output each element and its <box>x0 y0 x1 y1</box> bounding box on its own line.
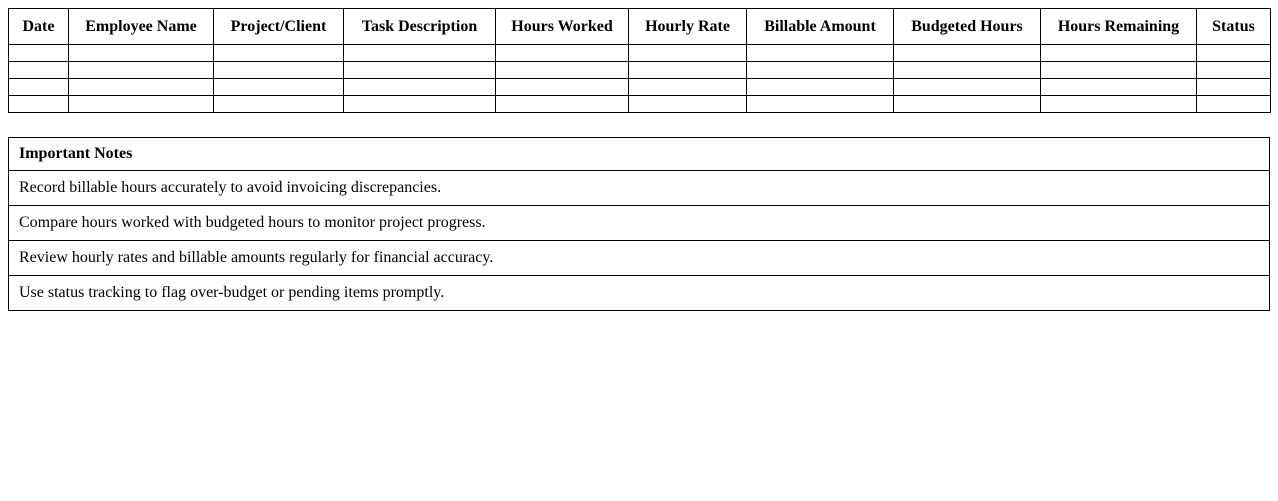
column-header-status: Status <box>1197 9 1271 45</box>
column-header-billable-amount: Billable Amount <box>747 9 894 45</box>
column-header-hours-remaining: Hours Remaining <box>1041 9 1197 45</box>
timesheet-empty-cell <box>344 79 496 96</box>
timesheet-empty-cell <box>747 62 894 79</box>
timesheet-empty-cell <box>344 45 496 62</box>
timesheet-empty-cell <box>69 62 214 79</box>
note-row <box>9 241 1270 276</box>
timesheet-empty-cell <box>1041 45 1197 62</box>
note-row <box>9 206 1270 241</box>
note-text: Record billable hours accurately to avoid invoicing discrepancies. <box>9 171 1270 206</box>
timesheet-empty-cell <box>496 45 629 62</box>
timesheet-empty-cell <box>1041 79 1197 96</box>
timesheet-empty-cell <box>496 96 629 113</box>
timesheet-empty-cell <box>894 79 1041 96</box>
timesheet-empty-cell <box>69 45 214 62</box>
timesheet-empty-cell <box>1197 96 1271 113</box>
note-row <box>9 171 1270 206</box>
timesheet-empty-row <box>9 79 1271 96</box>
timesheet-empty-cell <box>1197 79 1271 96</box>
column-header-project-client: Project/Client <box>214 9 344 45</box>
timesheet-empty-cell <box>344 62 496 79</box>
timesheet-empty-cell <box>629 96 747 113</box>
timesheet-empty-cell <box>214 62 344 79</box>
timesheet-empty-row <box>9 62 1271 79</box>
notes-title-row <box>9 138 1270 171</box>
timesheet-empty-cell <box>1197 45 1271 62</box>
timesheet-empty-cell <box>69 96 214 113</box>
timesheet-empty-cell <box>1041 96 1197 113</box>
note-text: Compare hours worked with budgeted hours to monitor project progress. <box>9 206 1270 241</box>
notes-title: Important Notes <box>9 138 1270 171</box>
timesheet-empty-cell <box>69 79 214 96</box>
timesheet-empty-cell <box>344 96 496 113</box>
timesheet-empty-cell <box>629 45 747 62</box>
column-header-task-description: Task Description <box>344 9 496 45</box>
timesheet-empty-cell <box>747 79 894 96</box>
timesheet-empty-cell <box>496 62 629 79</box>
column-header-hourly-rate: Hourly Rate <box>629 9 747 45</box>
timesheet-empty-cell <box>629 62 747 79</box>
timesheet-body <box>9 45 1271 113</box>
column-header-employee-name: Employee Name <box>69 9 214 45</box>
note-text: Use status tracking to flag over-budget or pending items promptly. <box>9 276 1270 311</box>
timesheet-empty-cell <box>747 96 894 113</box>
timesheet-header-row <box>9 9 1271 45</box>
timesheet-empty-cell <box>747 45 894 62</box>
note-row <box>9 276 1270 311</box>
document-page <box>8 8 1270 311</box>
column-header-date: Date <box>9 9 69 45</box>
timesheet-empty-cell <box>1041 62 1197 79</box>
timesheet-empty-cell <box>214 79 344 96</box>
timesheet-empty-cell <box>9 79 69 96</box>
timesheet-empty-cell <box>894 45 1041 62</box>
timesheet-empty-cell <box>1197 62 1271 79</box>
timesheet-empty-cell <box>894 96 1041 113</box>
note-text: Review hourly rates and billable amounts regularly for financial accuracy. <box>9 241 1270 276</box>
column-header-hours-worked: Hours Worked <box>496 9 629 45</box>
timesheet-empty-cell <box>894 62 1041 79</box>
column-header-budgeted-hours: Budgeted Hours <box>894 9 1041 45</box>
timesheet-empty-cell <box>9 96 69 113</box>
timesheet-empty-cell <box>9 62 69 79</box>
timesheet-empty-cell <box>214 45 344 62</box>
timesheet-empty-cell <box>496 79 629 96</box>
important-notes-table <box>8 137 1270 311</box>
timesheet-empty-row <box>9 96 1271 113</box>
timesheet-empty-cell <box>629 79 747 96</box>
timesheet-empty-cell <box>214 96 344 113</box>
timesheet-table <box>8 8 1271 113</box>
timesheet-empty-cell <box>9 45 69 62</box>
timesheet-empty-row <box>9 45 1271 62</box>
